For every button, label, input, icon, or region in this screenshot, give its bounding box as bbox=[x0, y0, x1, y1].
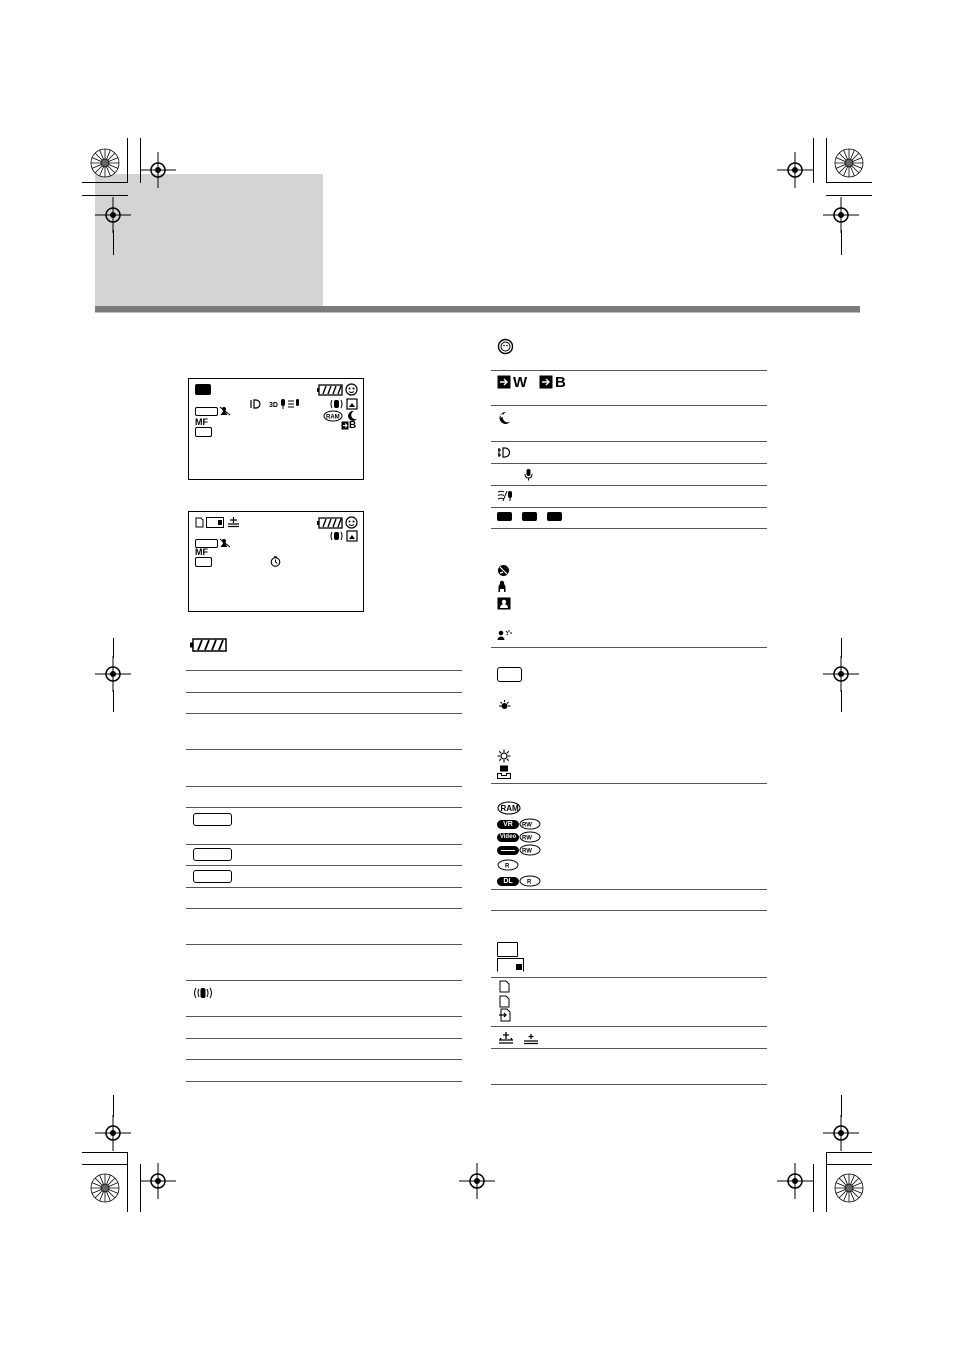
table-divider bbox=[186, 692, 462, 693]
scene-icon bbox=[346, 398, 358, 410]
rec-mode-badge bbox=[547, 512, 562, 521]
registration-mark-icon bbox=[829, 143, 869, 183]
table-divider bbox=[491, 977, 767, 978]
crop-line bbox=[841, 230, 842, 255]
portrait-icon bbox=[497, 580, 507, 593]
crosshair-mark-icon bbox=[823, 656, 859, 692]
crop-line bbox=[140, 1164, 141, 1212]
wind-noise-icon bbox=[287, 398, 301, 410]
crop-line bbox=[841, 1095, 842, 1117]
table-divider bbox=[186, 1038, 462, 1039]
crosshair-mark-icon bbox=[95, 656, 131, 692]
header-gray-block bbox=[95, 174, 323, 306]
table-divider bbox=[491, 1084, 767, 1085]
crosshair-mark-icon bbox=[459, 1163, 495, 1199]
table-divider bbox=[186, 1081, 462, 1082]
crop-line bbox=[826, 138, 827, 183]
card-write-icon bbox=[499, 1008, 512, 1022]
mode-pill bbox=[195, 407, 218, 416]
zoom-b-icon bbox=[539, 375, 553, 389]
disc-blank-badge-dash bbox=[501, 850, 515, 851]
table-divider bbox=[186, 786, 462, 787]
quality-fine-icon bbox=[497, 1031, 515, 1045]
battery-icon bbox=[317, 517, 343, 529]
mode-pill bbox=[193, 813, 232, 826]
crop-line bbox=[113, 230, 114, 255]
mode-pill bbox=[193, 870, 232, 883]
table-divider bbox=[186, 1059, 462, 1060]
zoom-box-icon bbox=[341, 421, 349, 430]
crop-line bbox=[826, 182, 872, 183]
crop-line bbox=[82, 182, 128, 183]
white-balance-icon bbox=[497, 699, 512, 713]
crosshair-mark-icon bbox=[140, 152, 176, 188]
spotlight-icon bbox=[497, 629, 513, 641]
mode-pill bbox=[195, 427, 212, 437]
crop-line bbox=[826, 1164, 872, 1165]
crop-line bbox=[826, 1152, 872, 1153]
table-divider bbox=[491, 1026, 767, 1027]
crop-line bbox=[127, 1152, 128, 1212]
zoom-w-label: W bbox=[513, 374, 528, 391]
header-rule-thin bbox=[95, 312, 860, 313]
table-divider bbox=[186, 844, 462, 845]
hand-shake-icon bbox=[329, 398, 344, 410]
table-divider bbox=[186, 1016, 462, 1017]
crop-line bbox=[113, 1095, 114, 1117]
sd-card-icon bbox=[195, 517, 204, 528]
crop-line bbox=[841, 690, 842, 712]
table-divider bbox=[491, 485, 767, 486]
svg-text:RW: RW bbox=[522, 835, 532, 842]
sd-card-icon bbox=[499, 995, 510, 1008]
rec-mode-badge bbox=[522, 512, 537, 521]
svg-text:R: R bbox=[505, 863, 510, 870]
svg-text:RAM: RAM bbox=[500, 804, 519, 813]
disc-ram-icon bbox=[323, 410, 343, 422]
battery-icon bbox=[317, 384, 343, 396]
table-divider bbox=[491, 910, 767, 911]
quality-normal-icon bbox=[522, 1031, 540, 1045]
table-divider bbox=[491, 647, 767, 648]
crop-line bbox=[113, 690, 114, 712]
face-icon bbox=[497, 338, 514, 355]
registration-mark-icon bbox=[85, 143, 125, 183]
registration-mark-icon bbox=[829, 1168, 869, 1208]
disc-video-badge: Video bbox=[497, 833, 519, 842]
low-light-icon bbox=[497, 597, 511, 610]
sun-icon bbox=[497, 749, 511, 763]
no-focus-icon bbox=[219, 406, 231, 416]
hand-shake-icon bbox=[193, 986, 213, 1000]
battery-icon bbox=[190, 638, 227, 652]
wind-noise-icon bbox=[497, 489, 514, 503]
disc-rw-icon bbox=[519, 816, 541, 830]
svg-text:RW: RW bbox=[522, 848, 532, 855]
face-icon bbox=[345, 383, 358, 396]
mode-pill bbox=[193, 848, 232, 861]
backlight-icon bbox=[497, 447, 511, 458]
table-divider bbox=[491, 1048, 767, 1049]
scene-icon bbox=[346, 530, 358, 542]
zoom-wide-icon bbox=[497, 375, 511, 389]
picture-size-icon bbox=[497, 958, 524, 972]
svg-text:RW: RW bbox=[522, 822, 532, 829]
crosshair-mark-icon bbox=[95, 197, 131, 233]
screen1-mf-label: MF bbox=[195, 417, 208, 427]
crop-line bbox=[826, 195, 872, 196]
crosshair-mark-icon bbox=[777, 152, 813, 188]
table-divider bbox=[491, 528, 767, 529]
disc-ram-icon bbox=[497, 801, 521, 815]
face-icon bbox=[345, 516, 358, 529]
crop-line bbox=[82, 1164, 128, 1165]
table-divider bbox=[491, 405, 767, 406]
picture-size-box bbox=[497, 942, 518, 957]
crop-line bbox=[841, 638, 842, 658]
crosshair-mark-icon bbox=[95, 1115, 131, 1151]
crosshair-mark-icon bbox=[823, 1115, 859, 1151]
sports-icon bbox=[497, 564, 510, 577]
crop-line bbox=[127, 138, 128, 183]
screen1-b-label: B bbox=[349, 420, 357, 431]
indoor-icon bbox=[497, 765, 511, 779]
hand-shake-icon bbox=[329, 530, 344, 542]
table-divider bbox=[491, 463, 767, 464]
self-timer-icon bbox=[270, 556, 281, 567]
crosshair-mark-icon bbox=[140, 1163, 176, 1199]
table-divider bbox=[186, 670, 462, 671]
mode-pill bbox=[195, 557, 212, 567]
table-divider bbox=[186, 865, 462, 866]
crosshair-mark-icon bbox=[823, 197, 859, 233]
zoom-mic-icon bbox=[269, 398, 287, 410]
disc-dl-badge: DL bbox=[497, 877, 519, 886]
svg-text:3D: 3D bbox=[269, 402, 278, 409]
no-focus-icon bbox=[219, 538, 231, 548]
svg-text:R: R bbox=[527, 879, 532, 886]
disc-rw-icon bbox=[519, 842, 541, 856]
table-divider bbox=[186, 713, 462, 714]
crop-line bbox=[813, 138, 814, 183]
table-divider bbox=[186, 980, 462, 981]
table-divider bbox=[491, 441, 767, 442]
table-divider bbox=[186, 749, 462, 750]
crop-line bbox=[813, 1164, 814, 1212]
crosshair-mark-icon bbox=[777, 1163, 813, 1199]
crop-line bbox=[140, 138, 141, 183]
lcd-screen-video bbox=[188, 378, 364, 480]
table-divider bbox=[491, 370, 767, 371]
sd-card-icon bbox=[499, 980, 510, 993]
rec-mode-badge bbox=[195, 384, 211, 395]
disc-r-icon bbox=[519, 873, 541, 887]
table-divider bbox=[491, 783, 767, 784]
mode-pill bbox=[497, 667, 522, 682]
svg-text:RAM: RAM bbox=[326, 414, 340, 421]
table-divider bbox=[186, 807, 462, 808]
zoom-b-label: B bbox=[555, 374, 566, 391]
screen2-mf-label: MF bbox=[195, 547, 208, 557]
backlight-icon bbox=[249, 399, 261, 409]
crop-line bbox=[82, 195, 128, 196]
microphone-icon bbox=[524, 468, 533, 481]
crop-line bbox=[82, 1152, 128, 1153]
disc-r-icon bbox=[497, 857, 519, 871]
rec-mode-badge bbox=[497, 512, 512, 521]
disc-vr-badge: VR bbox=[497, 820, 519, 829]
table-divider bbox=[491, 889, 767, 890]
crop-line bbox=[113, 638, 114, 658]
registration-mark-icon bbox=[85, 1168, 125, 1208]
table-divider bbox=[186, 944, 462, 945]
table-divider bbox=[186, 908, 462, 909]
disc-rw-icon bbox=[519, 829, 541, 843]
quality-icon bbox=[227, 516, 240, 528]
night-icon bbox=[497, 411, 511, 424]
lcd-screen-photo bbox=[188, 511, 364, 612]
table-divider bbox=[186, 887, 462, 888]
table-divider bbox=[491, 507, 767, 508]
picture-size-icon bbox=[206, 517, 224, 528]
crop-line bbox=[826, 1152, 827, 1212]
